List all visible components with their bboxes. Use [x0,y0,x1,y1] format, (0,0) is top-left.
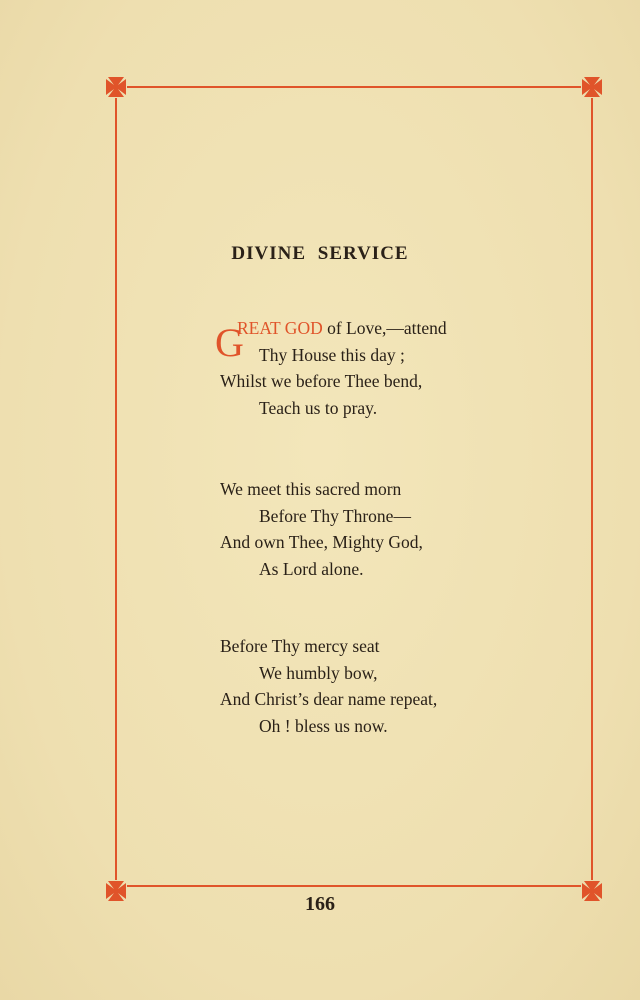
border-top [127,86,581,88]
border-left [115,98,117,880]
cross-pattee-icon [581,76,603,98]
first-line-rest: of Love,—attend [322,318,447,338]
border-right [591,98,593,880]
poem-line: We humbly bow, [259,663,378,683]
poem-line: And Christ’s dear name repeat, [220,689,438,709]
poem-line: Teach us to pray. [259,398,378,418]
poem-line: Whilst we before Thee bend, [220,371,423,391]
poem-line: We meet this sacred morn [220,479,402,499]
drop-cap: G [215,320,244,365]
page-title: DIVINE SERVICE [231,243,409,264]
page-number: 166 [305,893,335,915]
poem-line: Before Thy mercy seat [220,636,380,656]
first-line-redcaps: REAT GOD [237,318,323,338]
poem-line: Oh ! bless us now. [259,716,388,736]
poem-line: Before Thy Throne— [259,506,411,526]
cross-pattee-icon [105,76,127,98]
poem-line: And own Thee, Mighty God, [220,532,423,552]
border-bottom [127,885,581,887]
poem-line: Thy House this day ; [259,345,405,365]
poem-line: As Lord alone. [259,559,364,579]
poem-first-line [237,318,447,339]
